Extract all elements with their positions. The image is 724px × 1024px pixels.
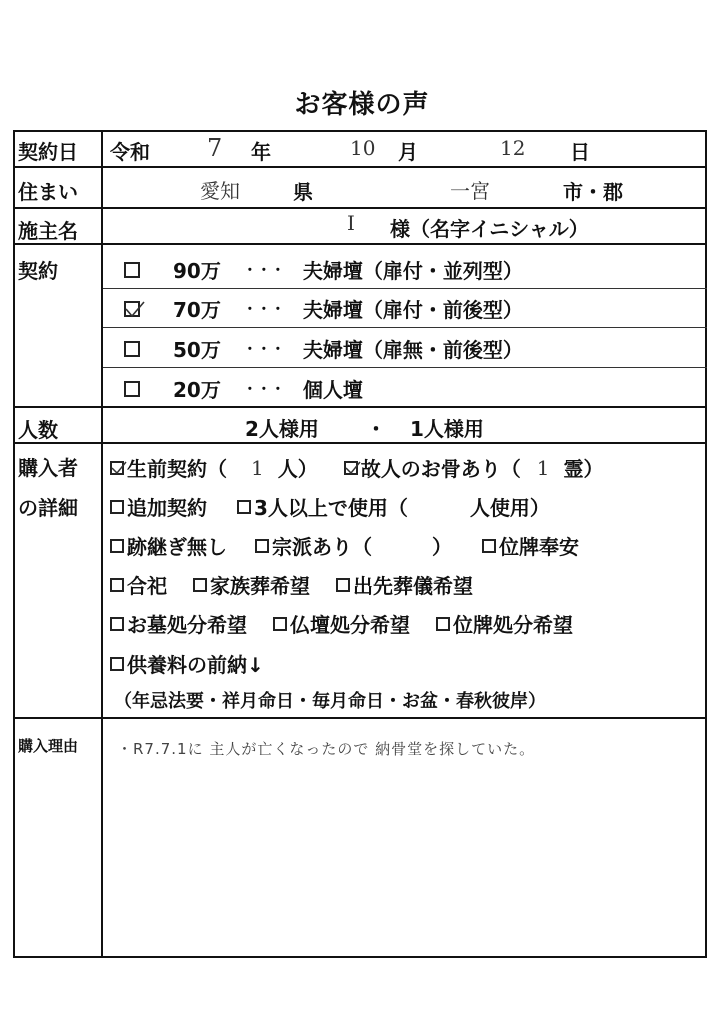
prefecture-unit: 県 — [293, 180, 313, 204]
checkbox-icon[interactable] — [237, 500, 251, 514]
option-dots: ・・・ — [242, 381, 285, 398]
option-description: 個人壇 — [302, 378, 363, 402]
buyer-details-row — [110, 492, 550, 521]
sect-option: 宗派あり（ — [272, 535, 372, 559]
remains-count[interactable]: 1 — [536, 455, 550, 480]
checkbox-icon[interactable] — [110, 657, 124, 671]
contract-month-value[interactable]: 10 — [350, 136, 376, 160]
checkbox-icon[interactable] — [124, 341, 140, 357]
prefecture-value[interactable]: 愛知 — [200, 179, 240, 203]
option-price: 50万 — [173, 338, 221, 362]
buyer-details-row — [110, 531, 579, 560]
row-divider — [13, 442, 707, 444]
checkbox-icon[interactable] — [193, 578, 207, 592]
checkbox-icon[interactable] — [255, 539, 269, 553]
buyer-details-row — [110, 570, 473, 599]
prepay-note: （年忌法要・祥月命日・毎月命日・お盆・春秋彼岸） — [114, 691, 546, 712]
option-dots: ・・・ — [242, 301, 285, 318]
year-unit: 年 — [251, 140, 271, 164]
people-option-two[interactable]: 2人様用 — [245, 417, 319, 441]
outside-funeral-option: 出先葬儀希望 — [353, 574, 473, 598]
row-divider — [13, 207, 707, 209]
option-price: 70万 — [173, 298, 221, 322]
contract-option[interactable] — [124, 294, 523, 323]
contract-date-label: 契約日 — [18, 140, 78, 164]
contract-day-value[interactable]: 12 — [500, 136, 526, 160]
remains-close: 霊） — [563, 457, 604, 481]
checkbox-icon[interactable] — [110, 578, 124, 592]
row-divider — [13, 243, 707, 245]
no-successor-option: 跡継ぎ無し — [127, 535, 227, 559]
option-dots: ・・・ — [242, 262, 285, 279]
remains-option: 故人のお骨あり（ — [360, 457, 521, 481]
checkbox-icon[interactable] — [110, 500, 124, 514]
checkbox-icon[interactable] — [436, 617, 450, 631]
option-description: 夫婦壇（扉無・前後型） — [302, 338, 523, 362]
family-funeral-option: 家族葬希望 — [210, 574, 310, 598]
buyer-details-label-line1: 購入者 — [18, 456, 78, 480]
prepay-option: 供養料の前納↓ — [127, 653, 264, 677]
row-divider — [103, 327, 707, 328]
altar-disposal-option: 仏壇処分希望 — [290, 613, 410, 637]
row-divider — [13, 406, 707, 408]
checkbox-checked-icon[interactable] — [124, 301, 140, 317]
buyer-details-row — [110, 453, 603, 482]
pre-contract-close: 人） — [277, 457, 318, 481]
buyer-details-row — [110, 609, 573, 638]
form-title: お客様の声 — [294, 90, 430, 120]
contract-year-value[interactable]: 7 — [207, 134, 223, 162]
row-divider — [103, 367, 707, 368]
checkbox-icon[interactable] — [336, 578, 350, 592]
ihai-disposal-option: 位牌処分希望 — [453, 613, 573, 637]
buyer-details-row — [110, 649, 264, 678]
gassi-option: 合祀 — [127, 574, 167, 598]
option-description: 夫婦壇（扉付・前後型） — [302, 298, 523, 322]
city-unit: 市・郡 — [563, 180, 623, 204]
buyer-details-label-line2: の詳細 — [18, 496, 78, 520]
month-unit: 月 — [398, 140, 418, 164]
three-plus-close: 人使用） — [469, 496, 550, 520]
people-separator: ・ — [366, 417, 386, 441]
client-name-suffix: 様（名字イニシャル） — [390, 217, 589, 241]
checkbox-icon[interactable] — [273, 617, 287, 631]
client-name-label: 施主名 — [18, 219, 78, 243]
option-dots: ・・・ — [242, 341, 285, 358]
three-plus-option: 3人以上で使用（ — [254, 496, 408, 520]
checkbox-icon[interactable] — [124, 381, 140, 397]
checkbox-icon[interactable] — [110, 539, 124, 553]
row-divider — [103, 288, 707, 289]
city-value[interactable]: 一宮 — [450, 179, 490, 203]
checkbox-icon[interactable] — [110, 617, 124, 631]
option-description: 夫婦壇（扉付・並列型） — [302, 259, 523, 283]
sect-close: ） — [432, 535, 452, 559]
checkbox-icon[interactable] — [124, 262, 140, 278]
people-count-label: 人数 — [18, 418, 58, 442]
label-column-divider — [101, 130, 103, 958]
checkbox-icon[interactable] — [482, 539, 496, 553]
client-initial-value[interactable]: I — [347, 211, 355, 235]
option-price: 20万 — [173, 378, 221, 402]
contract-option[interactable] — [124, 374, 363, 403]
purchase-reason-label: 購入理由 — [18, 737, 79, 755]
contract-option[interactable] — [124, 334, 523, 363]
pre-contract-count[interactable]: 1 — [251, 455, 264, 480]
people-option-one[interactable]: 1人様用 — [410, 417, 484, 441]
era-label: 令和 — [110, 140, 150, 164]
row-divider — [13, 717, 707, 719]
pre-contract-option: 生前契約（ — [127, 457, 227, 481]
checkbox-checked-icon[interactable] — [344, 461, 358, 475]
contract-option[interactable] — [124, 255, 523, 284]
contract-label: 契約 — [18, 259, 58, 283]
option-price: 90万 — [173, 259, 221, 283]
row-divider — [13, 166, 707, 168]
additional-contract-option: 追加契約 — [127, 496, 207, 520]
purchase-reason-text[interactable]: ・R7.7.1に 主人が亡くなったので 納骨堂を探していた。 — [117, 740, 536, 758]
checkbox-checked-icon[interactable] — [110, 461, 124, 475]
grave-disposal-option: お墓処分希望 — [127, 613, 247, 637]
residence-label: 住まい — [18, 180, 78, 204]
day-unit: 日 — [570, 140, 590, 164]
ihai-option: 位牌奉安 — [499, 535, 579, 559]
